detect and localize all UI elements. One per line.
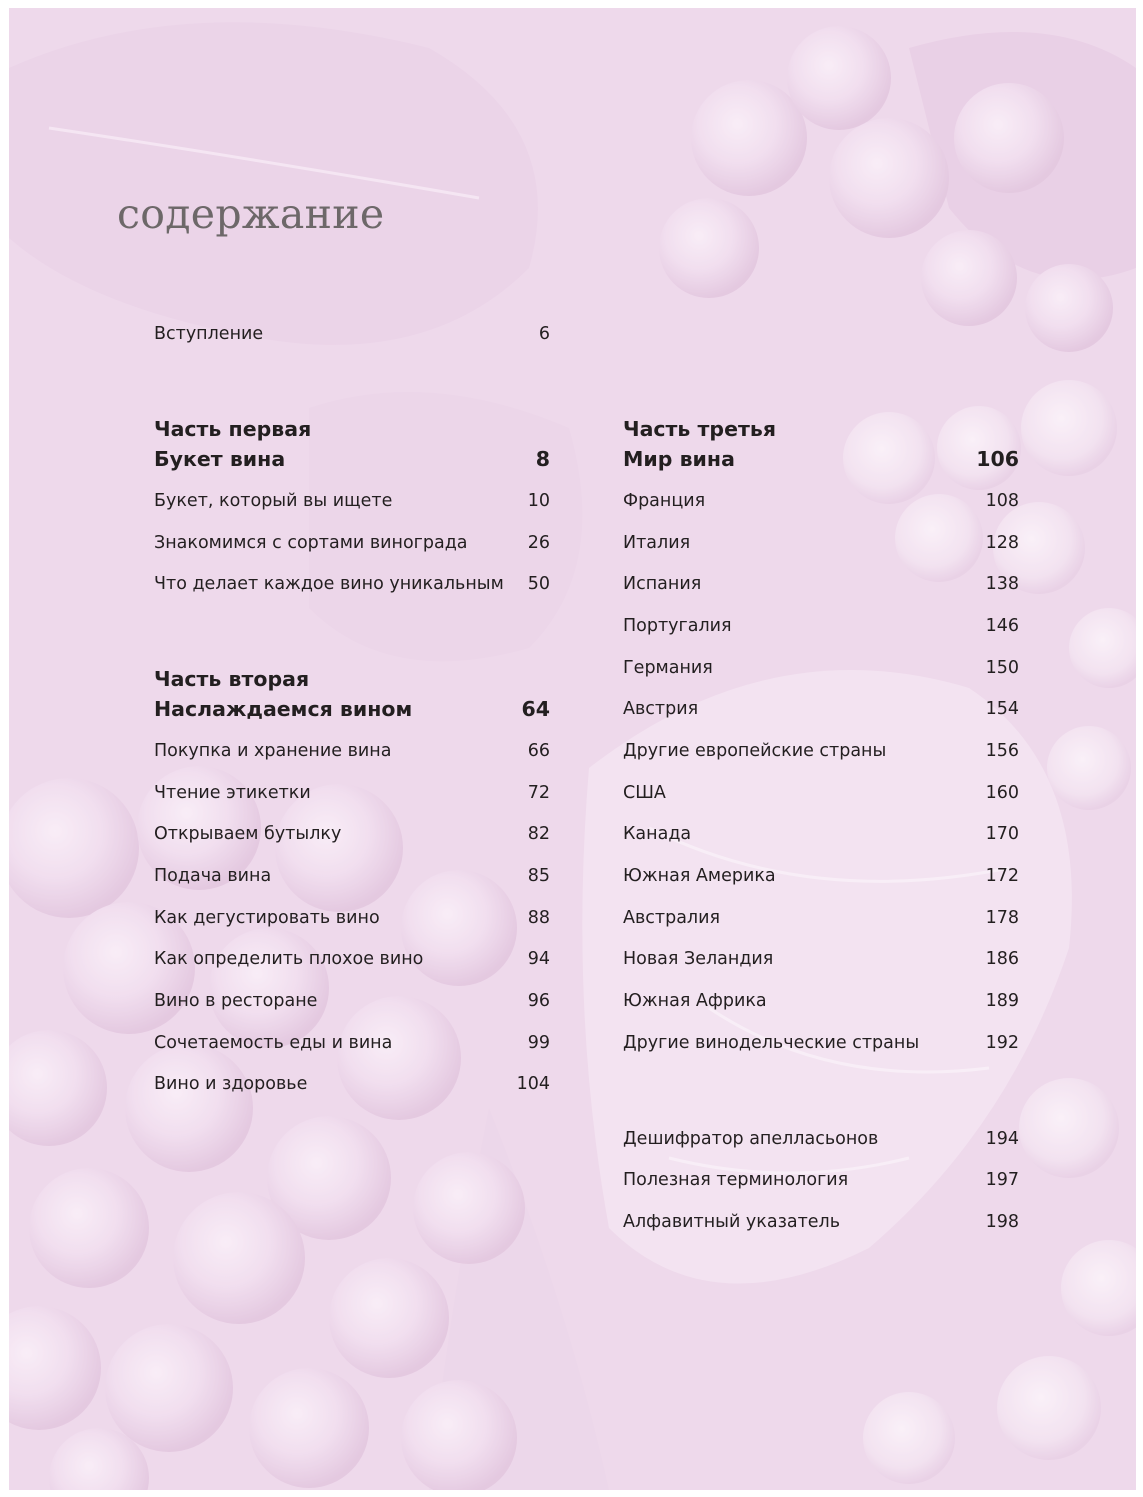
toc-entry-page: 26 (527, 533, 550, 553)
part2-title: Наслаждаемся вином (154, 697, 413, 721)
toc-entry-page: 50 (527, 574, 550, 594)
page-title: содержание (117, 190, 385, 238)
part3-heading[interactable] (623, 446, 1019, 472)
toc-entry-label: Франция (623, 491, 706, 511)
toc-entry-label: Другие винодельческие страны (623, 1033, 920, 1053)
toc-entry[interactable] (623, 782, 1019, 804)
toc-entry[interactable] (154, 1073, 550, 1095)
toc-entry-page: 72 (527, 783, 550, 803)
toc-entry[interactable] (154, 948, 550, 970)
toc-entry[interactable] (154, 740, 550, 762)
toc-entry[interactable] (154, 532, 550, 554)
toc-entry-label: Что делает каждое вино уникальным (154, 574, 504, 594)
toc-entry-label: Германия (623, 658, 713, 678)
toc-entry-label: Вино в ресторане (154, 991, 318, 1011)
toc-entry-page: 146 (985, 616, 1019, 636)
toc-entry[interactable] (623, 907, 1019, 929)
toc-entry[interactable] (623, 865, 1019, 887)
part2-heading[interactable] (154, 696, 550, 722)
toc-entry-page: 10 (527, 491, 550, 511)
toc-entry-page: 197 (985, 1170, 1019, 1190)
toc-entry-label: Южная Америка (623, 866, 776, 886)
toc-entry[interactable] (623, 615, 1019, 637)
part2-page: 64 (521, 697, 550, 721)
toc-entry-page: 128 (985, 533, 1019, 553)
toc-entry-page: 94 (527, 949, 550, 969)
toc-entry-page: 82 (527, 824, 550, 844)
toc-entry[interactable] (154, 990, 550, 1012)
toc-entry[interactable] (154, 865, 550, 887)
toc-entry-page: 88 (527, 908, 550, 928)
toc-entry-page: 154 (985, 699, 1019, 719)
toc-entry-page: 170 (985, 824, 1019, 844)
toc-entry-page: 178 (985, 908, 1019, 928)
part1-page: 8 (535, 447, 550, 471)
toc-entry-appendix[interactable] (623, 1169, 1019, 1191)
part1-heading[interactable] (154, 446, 550, 472)
toc-entry-page: 198 (985, 1212, 1019, 1232)
toc-entry-page: 189 (985, 991, 1019, 1011)
toc-entry-page: 172 (985, 866, 1019, 886)
toc-entry[interactable] (623, 823, 1019, 845)
toc-entry-page: 138 (985, 574, 1019, 594)
toc-entry-label: Полезная терминология (623, 1170, 849, 1190)
toc-entry-label: Вступление (154, 324, 264, 344)
toc-entry-label: Покупка и хранение вина (154, 741, 392, 761)
toc-entry[interactable] (623, 573, 1019, 595)
toc-entry-label: Чтение этикетки (154, 783, 311, 803)
toc-entry-label: Южная Африка (623, 991, 767, 1011)
toc-entry-label: США (623, 783, 666, 803)
toc-entry[interactable] (623, 1032, 1019, 1054)
toc-entry-label: Букет, который вы ищете (154, 491, 393, 511)
toc-entry-label: Как дегустировать вино (154, 908, 380, 928)
toc-entry-page: 186 (985, 949, 1019, 969)
toc-entry[interactable] (623, 698, 1019, 720)
toc-entry[interactable] (154, 823, 550, 845)
part3-page: 106 (976, 447, 1019, 471)
toc-entry-label: Вино и здоровье (154, 1074, 308, 1094)
toc-entry[interactable] (623, 948, 1019, 970)
contents-page (9, 8, 1136, 1490)
toc-entry-page: 150 (985, 658, 1019, 678)
part3-label: Часть третья (623, 417, 776, 441)
toc-entry-page: 96 (527, 991, 550, 1011)
toc-entry-appendix[interactable] (623, 1211, 1019, 1233)
toc-entry-label: Италия (623, 533, 691, 553)
toc-entry-page: 194 (985, 1129, 1019, 1149)
toc-entry-label: Австрия (623, 699, 699, 719)
toc-entry-page: 108 (985, 491, 1019, 511)
toc-entry-label: Знакомимся с сортами винограда (154, 533, 468, 553)
toc-entry[interactable] (154, 782, 550, 804)
toc-entry[interactable] (154, 490, 550, 512)
toc-entry-label: Подача вина (154, 866, 272, 886)
toc-entry[interactable] (623, 490, 1019, 512)
toc-entry-page: 192 (985, 1033, 1019, 1053)
part2-label: Часть вторая (154, 667, 310, 691)
toc-entry-label: Испания (623, 574, 702, 594)
toc-entry-intro[interactable] (154, 323, 550, 345)
toc-entry-page: 99 (527, 1033, 550, 1053)
toc-entry[interactable] (623, 990, 1019, 1012)
toc-entry-appendix[interactable] (623, 1128, 1019, 1150)
toc-entry-page: 156 (985, 741, 1019, 761)
toc-entry-page: 6 (538, 324, 550, 344)
part1-title: Букет вина (154, 447, 286, 471)
toc-entry-label: Австралия (623, 908, 721, 928)
toc-entry-label: Алфавитный указатель (623, 1212, 841, 1232)
toc-entry-page: 160 (985, 783, 1019, 803)
toc-entry-label: Канада (623, 824, 692, 844)
toc-entry-label: Другие европейские страны (623, 741, 887, 761)
toc-entry[interactable] (154, 1032, 550, 1054)
toc-entry-page: 104 (516, 1074, 550, 1094)
part3-title: Мир вина (623, 447, 735, 471)
toc-entry-label: Дешифратор апелласьонов (623, 1129, 879, 1149)
toc-entry-page: 85 (527, 866, 550, 886)
toc-entry-label: Открываем бутылку (154, 824, 342, 844)
toc-entry-label: Новая Зеландия (623, 949, 774, 969)
toc-entry[interactable] (154, 907, 550, 929)
toc-entry-label: Португалия (623, 616, 732, 636)
toc-entry[interactable] (154, 573, 550, 595)
toc-entry[interactable] (623, 532, 1019, 554)
toc-entry[interactable] (623, 657, 1019, 679)
toc-entry[interactable] (623, 740, 1019, 762)
toc-entry-label: Сочетаемость еды и вина (154, 1033, 393, 1053)
toc-entry-label: Как определить плохое вино (154, 949, 424, 969)
toc-entry-page: 66 (527, 741, 550, 761)
part1-label: Часть первая (154, 417, 312, 441)
